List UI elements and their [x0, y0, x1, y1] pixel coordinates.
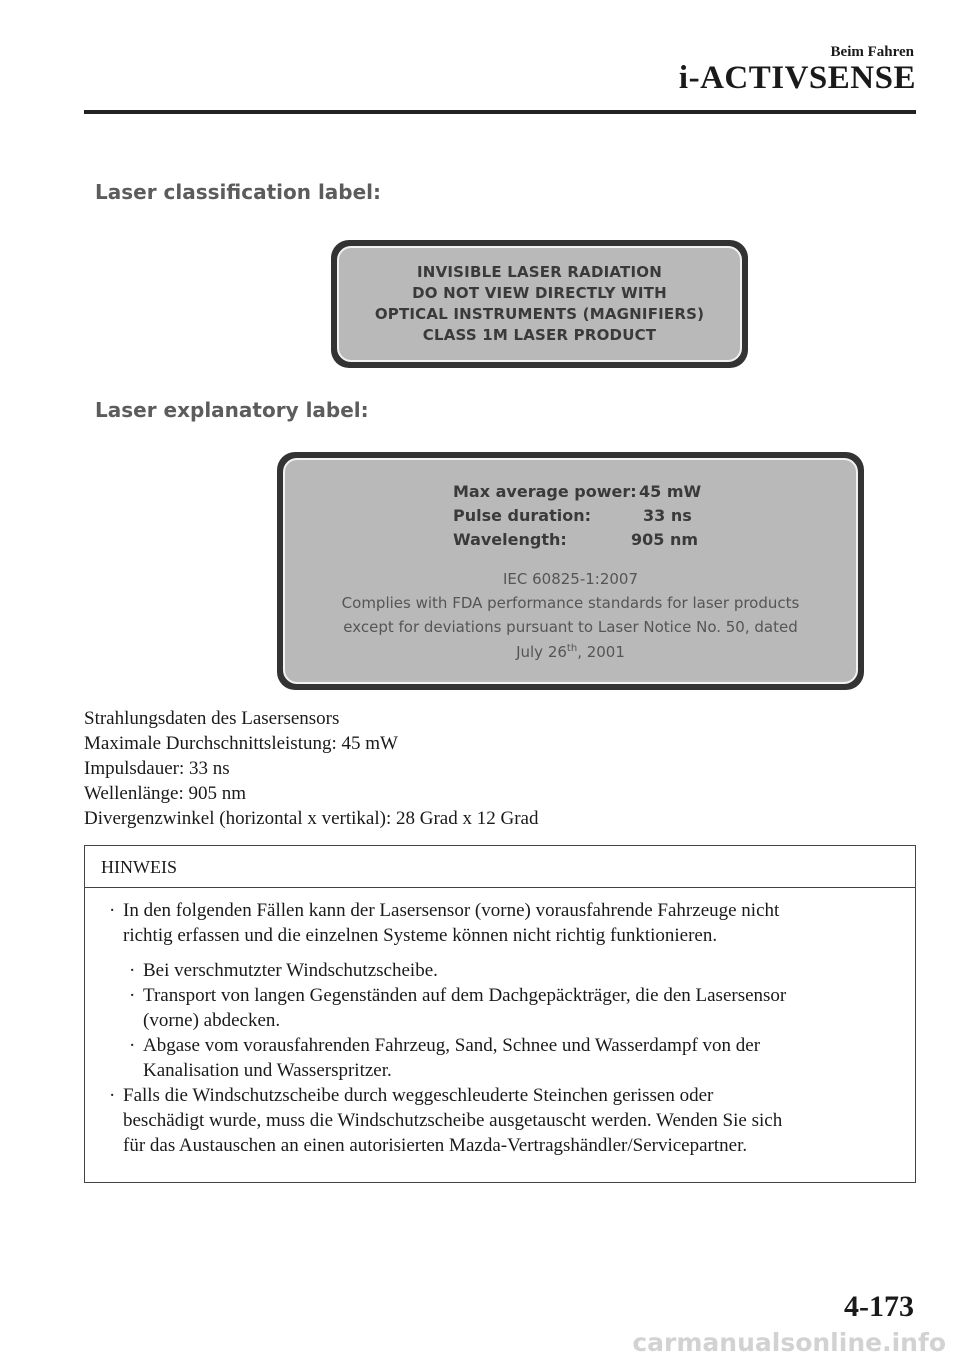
radiation-line: Impulsdauer: 33 ns [84, 758, 230, 779]
compliance-date [285, 638, 856, 663]
compliance-text: Complies with FDA performance standards for laser products [341, 594, 800, 612]
spec-value: 33 ns [643, 506, 692, 525]
note-line: · Transport von langen Gegenständen auf dem Dachgepäckträger, die den Lasersensor [143, 985, 787, 1006]
radiation-data [84, 706, 538, 831]
note-sub-bullet [129, 958, 903, 983]
date-prefix: July 26 [516, 643, 567, 661]
radiation-line: Maximale Durchschnittsleistung: 45 mW [84, 733, 398, 754]
note-bullet [109, 1083, 903, 1158]
explanatory-label-face [283, 458, 858, 684]
note-line: richtig erfassen und die einzelnen Systeme können nicht richtig funktionieren. [123, 925, 718, 946]
note-title: HINWEIS [85, 846, 915, 888]
spec-value: 905 nm [631, 530, 699, 549]
radiation-line: Wellenlänge: 905 nm [84, 783, 247, 804]
date-sup: th [566, 643, 578, 654]
spec-key: Pulse duration: [453, 506, 591, 525]
radiation-line: Divergenzwinkel (horizontal x vertikal): 28 Grad x 12 Grad [84, 808, 539, 829]
classification-line: INVISIBLE LASER RADIATION [417, 263, 662, 281]
note-line: · In den folgenden Fällen kann der Lasersensor (vorne) vorausfahrende Fahrzeuge nicht [123, 900, 780, 921]
note-sub-bullet [129, 983, 903, 1033]
note-body [85, 888, 915, 1158]
classification-label-face [337, 246, 742, 362]
note-line: · Abgase vom vorausfahrenden Fahrzeug, Sand, Schnee und Wasserdampf von der [143, 1035, 761, 1056]
note-line: (vorne) abdecken. [143, 1010, 281, 1031]
note-box [84, 845, 916, 1183]
section-title: Beim Fahren [830, 44, 914, 60]
standard-text: IEC 60825-1:2007 [502, 570, 639, 588]
note-line: für das Austauschen an einen autorisierten Mazda-Vertragshändler/Servicepartner. [123, 1135, 748, 1156]
note-line: · Bei verschmutzter Windschutzscheibe. [143, 960, 438, 981]
explanatory-label-heading: Laser explanatory label: [95, 398, 369, 422]
note-sub-bullet [129, 1033, 903, 1083]
note-line: beschädigt wurde, muss die Windschutzscheibe ausgetauscht werden. Wenden Sie sich [123, 1110, 783, 1131]
watermark: carmanualsonline.info [632, 1328, 946, 1357]
compliance-text: except for deviations pursuant to Laser Notice No. 50, dated [343, 618, 798, 636]
note-bullet [109, 898, 903, 948]
classification-label-heading: Laser classification label: [95, 180, 382, 204]
header-rule [84, 110, 916, 114]
spec-key: Wavelength: [453, 530, 567, 549]
classification-line: OPTICAL INSTRUMENTS (MAGNIFIERS) [374, 305, 705, 323]
chapter-title: i-ACTIVSENSE [678, 60, 916, 96]
spec-value: 45 mW [639, 482, 702, 501]
note-line: Kanalisation und Wasserspritzer. [143, 1060, 392, 1081]
classification-line: DO NOT VIEW DIRECTLY WITH [412, 284, 667, 302]
note-line: · Falls die Windschutzscheibe durch weggeschleuderte Steinchen gerissen oder [123, 1085, 714, 1106]
spec-key: Max average power: [453, 482, 637, 501]
radiation-line: Strahlungsdaten des Lasersensors [84, 708, 340, 729]
classification-line: CLASS 1M LASER PRODUCT [422, 326, 657, 344]
page-number: 4-173 [844, 1290, 914, 1323]
explanatory-label-plate [277, 452, 864, 690]
date-suffix: , 2001 [577, 643, 625, 661]
classification-label-plate [331, 240, 748, 368]
